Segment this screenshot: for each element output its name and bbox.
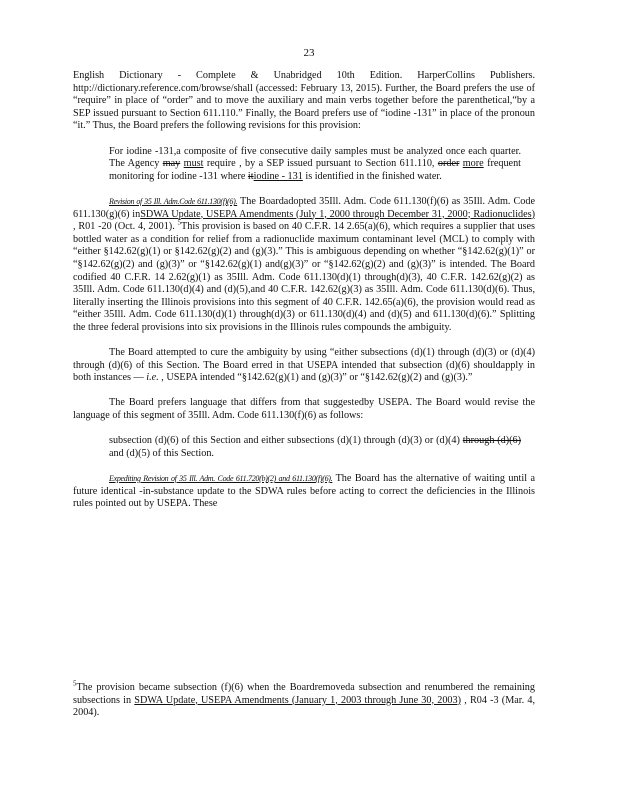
footnote: $^5$The provision became subsection (f)(6) when the Boardremoveda subsection and renumbered the remaining subsections in SDWA Update, USEPA Amendments (January 1, 2003 through June 30, 2003) , R04 -3 (Mar. 4, 2004). xyxy=(73,679,535,719)
docket-title: SDWA Update, USEPA Amendments (July 1, 2000 through December 31, 2000; Radionuclides) xyxy=(140,208,535,220)
quoted-revision-2: subsection (d)(6) of this Section and either subsections (d)(1) through (d)(3) or (d)(4) through (d)(6) and (d)(5) of this Section. xyxy=(109,435,522,459)
paragraph-3: The Board attempted to cure the ambiguity by using “either subsections (d)(1) through (d)(3) or (d)(4) through (d)(6) of this Section. The Board erred in that USEPA intended that subsection (d)(6) shouldapply in both instances — i.e. , USEPA intended “§142.62(g)(1) and (g)(3)” or “§142.62(g)(2) and (g)(3).” xyxy=(73,347,535,384)
section-heading: Revision of 35 Ill. Adm.Code 611.130(f)(6). xyxy=(109,196,238,206)
section-heading: Expediting Revision of 35 Ill. Adm. Code 611.720(b)(2) and 611.130(f)(6). xyxy=(109,474,333,483)
footnote-mark: 5 xyxy=(73,679,77,688)
footnote-ref: 5 xyxy=(177,218,182,227)
docket-title: SDWA Update, USEPA Amendments (January 1, 2003 through June 30, 2003) xyxy=(134,694,462,706)
inserted-text: iodine - 131 xyxy=(253,170,303,182)
deleted-text: order xyxy=(437,158,460,170)
paragraph-1: English Dictionary - Complete & Unabridged 10th Edition. HarperCollins Publishers. http://dictionary.reference.com/browse/shall (accessed: February 13, 2015). Further, the Board prefers the use of “require” in place of “order” and to move the auxiliary and main verbs together before the parenthetical,“by a SEP issued pursuant to Section 611.110.” Finally, the Board prefers use of “iodine -131” in place of the pronoun “it.” Thus, the Board prefers the following revisions for this provision: xyxy=(73,70,535,132)
deleted-text: it xyxy=(247,170,254,182)
inserted-text: must xyxy=(183,158,204,170)
deleted-text: through (d)(6) xyxy=(462,435,522,447)
paragraph-4: The Board prefers language that differs from that suggestedby USEPA. The Board would revise the language of this segment of 35Ill. Adm. Code 611.130(f)(6) as follows: xyxy=(73,397,535,422)
paragraph-5: Expediting Revision of 35 Ill. Adm. Code 611.720(b)(2) and 611.130(f)(6). The Board has the alternative of waiting until a future identical -in-substance update to the SDWA rules before acting to correct the deficiencies in the Illinois rules pointed out by USEPA. These xyxy=(73,473,535,510)
paragraph-2: Revision of 35 Ill. Adm.Code 611.130(f)(6). The Boardadopted 35Ill. Adm. Code 611.130(f)(6) as 35Ill. Adm. Code 611.130(g)(6) inSDWA Update, USEPA Amendments (July 1, 2000 through December 31, 2000; Radionuclides) , R01 -20 (Oct. 4, 2001). $^5$This provision is based on 40 C.F.R. 14 2.65(a)(6), which requires a supplier that uses bottled water as a condition for relief from a radionuclide maximum contaminant level (MCL) to comply with “either §142.62(g)(1) or §142.62(g)(2) and (g)(3).” This is ambiguous depending on whether “§142.62(g)(1)” or “§142.62(g)(2) and (g)(3)” or “§142.62(g)(1) and(g)(3)” or “§142.62(g)(2) and (g)(3)” is intended. The Board codified 40 C.F.R. 14 2.62(g)(1) as 35Ill. Adm. Code 611.130(d)(1) through(d)(3), 40 C.F.R. 142.62(g)(2) as 35Ill. Adm. Code 611.130(d)(4) and (d)(5),and 40 C.F.R. 142.62(g)(3) as 35Ill. Adm. Code 611.130(d)(6). Thus, literally inserting the Illinois provisions into this segment of 40 C.F.R. 142.65(a)(6), the provision would read as “either 35Ill. Adm. Code 611.130(d)(1) through(d)(3) or 611.130(d)(4) and (d)(5) and 611.130(d)(6).” Splitting the three federal provisions into six provisions in the Illinois rules compounds the ambiguity. xyxy=(73,195,535,333)
page-number: 23 xyxy=(303,47,315,59)
deleted-text: may xyxy=(162,158,181,170)
body-text xyxy=(73,70,535,511)
quoted-revision-1: For iodine -131,a composite of five consecutive daily samples must be analyzed once each quarter. The Agency may must require , by a SEP issued pursuant to Section 611.110, order more frequent monitoring for iodine -131 where itiodine - 131 is identified in the finished water. xyxy=(109,145,522,182)
inserted-text: more xyxy=(462,158,484,170)
